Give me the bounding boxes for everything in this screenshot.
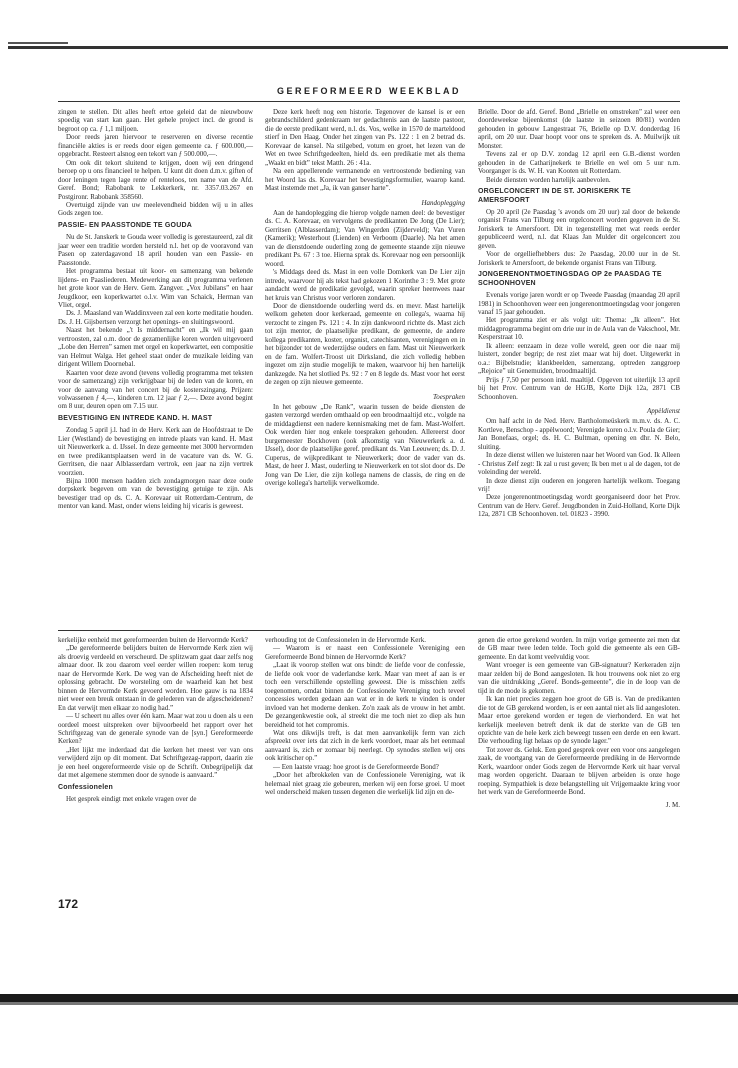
paragraph: Om ook dit tekort sluitend te krijgen, doen wij een dringend beroep op u ons financieel te helpen. U kunt dit doen d.m.v. giften of door leningen tegen lage rente of renteloos, ten name van de Afd. Geref. Bond; Rabobank te Lekkerkerk, nr. 3357.03.267 en Postgironr. Rabobank 358560. [58, 158, 253, 201]
paragraph: Evenals vorige jaren wordt er op Tweede Paasdag (maandag 20 april 1981) in Schoonhoven weer een jongerenontmoetingsdag voor jongeren vanaf 15 jaar gehouden. [478, 291, 680, 316]
subheading: Toespraken [432, 392, 465, 401]
paragraph: Overtuigd zijnde van uw meelevendheid bidden wij u in alles Gods zegen toe. [58, 200, 253, 218]
paragraph: Nu de St. Janskerk te Gouda weer volledig is gerestaureerd, zal dit jaar weer een traditie worden hersteld n.l. het op de vooravond van Pasen op zaterdagavond 18 april houden van een Passie- en Paasstonde. [58, 233, 253, 267]
section-heading: PASSIE- EN PAASSTONDE TE GOUDA [58, 221, 192, 229]
subheading: Handoplegging [421, 198, 465, 207]
section-heading: Confessionelen [58, 783, 113, 791]
paragraph: Ik alleen: eenzaam in deze volle wereld, geen oor die naar mij luistert, zonder begrip; de rest ziet maar wat hij doet. Uitgewerkt in o.a.: Bijbelstudie; klankbeelden, samenzang, optreden zanggroep „Rejoice” uit Genemuiden, broodmaaltijd. [478, 341, 680, 376]
paragraph: Wat ons dikwijls treft, is dat men aanvankelijk ferm van zich afspreekt over iets dat zich in de kerk voordoet, maar als het eenmaal aanvaard is, zich er zomaar bij neerlegt. Op synodes stellen wij ons ook kritischer op.” [265, 728, 465, 763]
paragraph: Deze jongerenontmoetingsdag wordt georganiseerd door het Prov. Centrum van de Herv. Geref. Jeugdbonden in Zuid-Holland, Korte Dijk 12a, 2871 CB Schoonhoven. tel. 01823 - 3990. [478, 493, 680, 519]
paragraph: Zondag 5 april j.l. had in de Herv. Kerk aan de Hoofdstraat te De Lier (Westland) de bevestiging en intrede plaats van kand. H. Mast uit Nieuwerkerk a. d. IJssel. In deze gemeente met 3000 hervormden en twee predikantsplaatsen werd in de vacature van ds. W. G. Gerritsen, die naar Alblasserdam vertrok, een jaar na zijn vertrek voorzien. [58, 426, 253, 477]
paragraph: Brielle. Door de afd. Geref. Bond „Brielle en omstreken” zal weer een doordeweekse bijeenkomst (de laatste in seizoen 80/81) worden gehouden in gebouw Langestraat 76, Brielle op D.V. donderdag 16 april, om 20 uur. Daar hoopt voor ons te spreken ds. A. Muilwijk uit Monster. [478, 108, 680, 150]
paragraph: Tevens zal er op D.V. zondag 12 april een G.B.-dienst worden gehouden in de Catharijnekerk te Brielle en wel om 5 uur n.m. Voorganger is ds. W. H. van Kooten uit Rotterdam. [478, 150, 680, 176]
page-number: 172 [58, 897, 79, 911]
paragraph: zingen te stellen. Dit alles heeft ertoe geleid dat de nieuwbouw spoedig van start kan gaan. Het gehele project incl. de grond is begroot op ca. ƒ 1,1 miljoen. [58, 108, 253, 133]
scan-edge-mark [8, 42, 68, 44]
subheading: Appèldienst [646, 406, 680, 415]
column-4 [58, 636, 253, 804]
paragraph: Want vroeger is een gemeente van GB-signatuur? Kerkeraden zijn maar zelden bij de Bond aangesloten. Ik hou trouwens ook niet zo erg van die uitdrukking „Geref. Bonds-gemeente”, die in de loop van de tijd in de mode is gekomen. [478, 661, 680, 695]
column-5 [265, 636, 465, 797]
paragraph: „De gereformeerde belijders buiten de Hervormde Kerk zien wij als droevig verdeeld en verscheurd. De splitzwam gaat daar zelfs nog almaar door. Ik zou daarom veel eerder willen roepen: kom terug naar de Hervormde Kerk. De weg van de Afscheiding heeft niet de oplossing gebracht. De worsteling om de waarheid kan het best binnen de Hervormde Kerk gevoerd worden. Hoe gauw is na 1834 niet weer een breuk ontstaan in de gelederen van de afgescheidenen? En dat verwijt men elkaar zo nodig had.” [58, 644, 253, 712]
column-1 [58, 108, 253, 511]
scan-bottom-band [0, 994, 738, 1002]
scan-edge-line [8, 46, 728, 49]
section-heading: ORGELCONCERT IN DE ST. JORISKERK TE AMERSFOORT [478, 188, 631, 204]
signature: J. M. [665, 800, 680, 809]
column-2 [265, 108, 465, 487]
paragraph: Voor de orgelliefhebbers dus: 2e Paasdag, 20.00 uur in de St. Joriskerk te Amersfoort, de bekende organist Frans van Tilburg. [478, 250, 680, 267]
paragraph: genen die ertoe gerekend worden. In mijn vorige gemeente zei men dat de GB maar twee leden telde. Toch gold die gemeente als een GB-gemeente. En dat komt veelvuldig voor. [478, 636, 680, 661]
paragraph: Het programma ziet er als volgt uit: Thema: „Ik alleen”. Het middagprogramma begint om drie uur in de Aula van de Vakschool, Mr. Kesperstraat 10. [478, 316, 680, 342]
paragraph: — Een laatste vraag: hoe groot is de Gereformeerde Bond? [273, 762, 439, 771]
section-divider-rule [58, 630, 680, 631]
paragraph: Op 20 april (2e Paasdag 's avonds om 20 uur) zal door de bekende organist Frans van Tilburg een orgelconcert worden gegeven in de St. Joriskerk te Amersfoort. Dit in tegenstelling met wat reeds eerder gepubliceerd werd, n.l. dat Klaas Jan Mulder dit orgelconcert zou geven. [478, 207, 680, 250]
column-6 [478, 636, 680, 809]
paragraph: In deze dienst zijn ouderen en jongeren hartelijk welkom. Toegang vrij! [478, 476, 680, 494]
paragraph: 's Middags deed ds. Mast in een volle Domkerk van De Lier zijn intrede, waarvoor hij als tekst had gekozen 1 Korinthe 3 : 9. Met grote aandacht werd de predikatie gevolgd, waarin spreker heenwees naar het kruis van Christus voor verloren zondaren. [265, 268, 465, 302]
paragraph: Tot zover ds. Geluk. Een goed gesprek over een voor ons aangelegen zaak, de voortgang van de Gereformeerde prediking in de Hervormde Kerk, waardoor onder Gods zegen de Hervormde Kerk uit haar verval mag worden opgericht. Daaraan te blijven arbeiden is onze hoge roeping. Sympathiek is deze belangstelling uit Vrijgemaakte kring voor het werk van de Gereformeerde Bond. [478, 745, 680, 797]
paragraph: verhouding tot de Confessionelen in de Hervormde Kerk. [265, 636, 426, 644]
paragraph: „Het lijkt me inderdaad dat die kerken het meest ver van ons verwijderd zijn op dit moment. Dat Schriftgezag-rapport, daarin zie je een heel ongereformeerde visie op de Schrift. Onbegrijpelijk dat dat met algemene stemmen door de synode is aanvaard.” [58, 745, 253, 780]
paragraph: „Laat ik voorop stellen wat ons bindt: de liefde voor de confessie, de liefde ook voor de vaderlandse kerk. Maar van meet af aan is er toch een verschillende opstelling geweest. Die is misschien zelfs toegenomen, omdat binnen de Confessionele Vereniging toch teveel concessies worden gedaan aan wat er in de kerk te vinden is onder invloed van het moderne denken. Zo'n zaak als de vrouw in het ambt. De gezangenkwestie ook, al streekt die me toch niet zo diep als hun bereidheid tot het compromis. [265, 661, 465, 729]
paragraph: Om half acht in de Ned. Herv. Bartholomeüskerk m.m.v. ds. A. C. Kortleve, Benschop - appèlwoord; Verenigde koren o.l.v. Poula de Gier; Jan Bonefaas, orgel; ds. H. C. Bultman, opening en dhr. N. Belo, sluiting. [478, 417, 680, 451]
paragraph: Prijs ƒ 7,50 per persoon inkl. maaltijd. Opgeven tot uiterlijk 13 april bij het Prov. Centrum van de HGJB, Korte Dijk 12a, 2871 CB Schoonhoven. [478, 375, 680, 401]
paragraph: — U scheert nu alles over één kam. Maar wat zou u doen als u een oordeel moest uitspreken over bijvoorbeeld het rapport over het Schriftgezag van de generale synode van de [syn.] Gereformeerde Kerken? [58, 712, 253, 746]
paragraph: Na een appellerende vermanende en vertroostende bediening van het Woord las ds. Korevaar het bevestigingsformulier, waarop kand. Mast instemde met „Ja, ik van ganser harte”. [265, 167, 465, 193]
paragraph: — Waarom is er naast een Confessionele Vereniging een Gereformeerde Bond binnen de Hervormde Kerk? [265, 644, 465, 661]
scan-bottom-shadow [0, 1002, 738, 1005]
paragraph: Bijna 1000 mensen hadden zich zondagmorgen naar deze oude dorpskerk begeven om van de bevestiging getuige te zijn. Als bevestiger trad op ds. C. A. Korevaar uit Rotterdam-Centrum, de mentor van kand. Mast, onder wiens leiding hij vicaris is geweest. [58, 477, 253, 511]
paragraph: kerkelijke eenheid met gereformeerden buiten de Hervormde Kerk? [58, 636, 248, 644]
paragraph: Aan de handoplegging die hierop volgde namen deel: de bevestiger ds. C. A. Korevaar, en vervolgens de predikanten De Jong (De Lier); Gerritsen (Alblasserdam); Van Wingerden (Zijderveld); Van Vuren (Kamerik); Westerhout (Lienden) en Verboom (Daarle). Na het amen van de dienstdoende ouderling zong de gemeente staande zijn nieuwe predikant Ps. 67 : 3 toe. Hierna sprak ds. Korevaar nog een persoonlijk woord. [265, 208, 465, 268]
paragraph: „Door het afbrokkelen van de Confessionele Vereniging, wat ik helemaal niet graag zie gebeuren, merken wij een forse groei. U moet wel onderscheid maken tussen degenen die werkelijk lid zijn en de- [265, 771, 465, 797]
paragraph: Naast het bekende „'t Is middernacht” en „Ik wil mij gaan vertroosten, zal o.m. door de gezamenlijke koren worden uitgevoerd „Lobe den Herren” samen met orgel en koperkwartet, een compositie van Helmut Walga. Het geheel staat onder de muzikale leiding van dirigent Willem Doornebal. [58, 326, 253, 369]
paragraph: In het gebouw „De Rank”, waarin tussen de beide diensten de gasten verzorgd werden omthaald op een broodmaaltijd etc., volgde na de middagdienst een nadere kennismaking met de fam. Mast-Wolfert. Ook werden hier nog enkele toespraken gehouden. Allereerst door burgemeester Bockhoven (ook afkomstig van Nieuwerkerk a. d. IJssel), door de plaatselijke geref. predikant ds. Van Leeuwen; ds. D. J. Cuperus, de wijkpredikant te Nieuwerkerk; door de vader van ds. Mast, de heer J. Mast, ouderling te Nieuwerkerk en tot slot door ds. De Jong van De Lier, die zijn kollega namens de classis, de ring en de overige kollega's hartelijk verwelkomde. [265, 402, 465, 488]
paragraph: Door reeds jaren hiervoor te reserveren en diverse recentie financiële akties is er reeds door eigen gemeente ca. ƒ 600.000,— opgebracht. Resteert alsnog een tekort van ƒ 500.000,—. [58, 133, 253, 159]
paragraph: Het programma bestaat uit koor- en samenzang van bekende lijdens- en Paasliederen. Medewerking aan dit programma verlenen het grote koor van de Herv. Gem. Zangver. „Vox Jubilans” en haar Jeugdkoor, een koperkwartet o.l.v. Wim van Schaick, Herman van Vliet, orgel. [58, 267, 253, 309]
paragraph: Ds. J. Maasland van Waddinxveen zal een korte meditatie houden. Ds. J. H. Gijsbertsen verzorgt het openings- en sluitingswoord. [58, 309, 253, 326]
paragraph: Ik kan niet precies zeggen hoe groot de GB is. Van de predikanten die tot de GB gerekend worden, is er een aantal niet als lid aangesloten. Maar ertoe gerekend worden er tegen de vierhonderd. En wat het kerkelijk meeleven betreft denk ik dat de sterkte van de GB ten opzichte van de hele kerk zich beweegt tussen een derde en een kwart. Die verhouding ligt helaas op de synode lager.” [478, 695, 680, 746]
masthead-rule [58, 101, 680, 102]
section-heading: BEVESTIGING EN INTREDE KAND. H. MAST [58, 414, 213, 422]
paragraph: In deze dienst willen we luisteren naar het Woord van God. Ik Alleen - Christus Zelf zegt: Ik zal u rust geven; Ik ben met u al de dagen, tot de voleinding der wereld. [478, 451, 680, 477]
paragraph: Beide diensten worden hartelijk aanbevolen. [486, 175, 611, 184]
masthead: GEREFORMEERD WEEKBLAD [276, 86, 461, 96]
paragraph: Kaarten voor deze avond (tevens volledig programma met teksten voor de samenzang) zijn verkrijgbaar bij de leden van de koren, en voor de aanvang van het concert bij de kosterszingang. Prijzen: volwassenen ƒ 4,—, kinderen t.m. 12 jaar ƒ 2,—. Deze avond begint om 8 uur, deuren open om 7.15 uur. [58, 368, 253, 411]
column-3 [478, 108, 680, 519]
section-heading: JONGERENONTMOETINGSDAG OP 2e PAASDAG TE SCHOONHOVEN [478, 271, 662, 287]
paragraph: Door de dienstdoende ouderling werd ds. en mevr. Mast hartelijk welkom geheten door kerkeraad, gemeente en collega's, waarna hij verzocht te zingen Ps. 121 : 4. In zijn dankwoord richtte ds. Mast zich tot zijn mentor, de plaatselijke predikant, de gemeente, de andere kollega predikanten, koster, organist, catechisanten, verenigingen en in het bijzonder tot de wederzijdse ouders en fam. Mast uit Nieuwerkerk en de fam. Wolfert-Troost uit Dirksland, die zich volledig hebben ingezet om zijn studie mogelijk te maken, waarvoor hij hen hartelijk dankzegde. Na het slotlied Ps. 92 : 7 en 8 legde ds. Mast voor het eerst de zegen op zijn nieuwe gemeente. [265, 301, 465, 387]
paragraph: Het gesprek eindigt met enkele vragen over de [66, 795, 197, 804]
paragraph: Deze kerk heeft nog een historie. Tegenover de kansel is er een gebrandschilderd gedenkraam ter gedachtenis aan de laatste pastoor, die de eerste predikant werd, n.l. ds. Vos, welke in 1570 de marteldood stierf in Den Haag. Onder het zingen van Ps. 122 : 1 en 2 betrad ds. Korevaar de kansel. Na stilgebed, votum en groet, het lezen van de Wet en twee Schriftgedeelten, hield ds. een predikatie met als thema „Waakt en bidt” tekst Matth. 26 : 41a. [265, 108, 465, 167]
